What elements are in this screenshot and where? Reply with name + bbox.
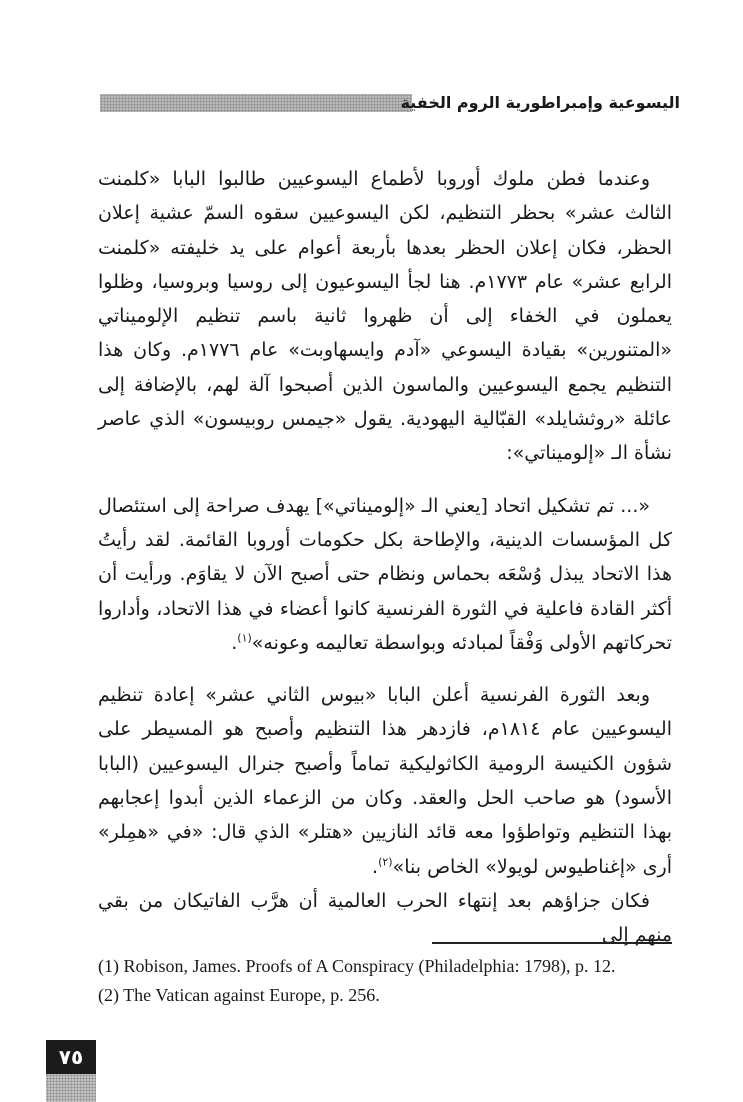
page-number-box <box>46 1040 96 1102</box>
footnote-marker[interactable]: (١) <box>237 631 252 645</box>
block-quote <box>98 489 672 660</box>
page-number-texture <box>46 1074 96 1102</box>
body-text <box>98 162 672 953</box>
paragraph <box>98 678 672 884</box>
paragraph-end: . <box>231 631 238 654</box>
paragraph-text: وعندما فطن ملوك أوروبا لأطماع اليسوعيين طالبوا البابا «كلمنت الثالث عشر» بحظر التنظيم، لكن اليسوعيين سقوه السمّ عشية إعلان الحظر، فكان إعلان الحظر بعدها بأربعة أعوام على يد خليفته «كلمنت الرابع عشر» عام ١٧٧٣م. هنا لجأ اليسوعيون إلى روسيا وبروسيا، وظلوا يعملون في الخفاء إلى أن ظهروا ثانية باسم تنظيم الإلوميناتي «المتنورين» بقيادة اليسوعي «آدم وايسهاوبت» عام ١٧٧٦م. وكان هذا التنظيم يجمع اليسوعيين والماسون الذين أصبحوا آلة لهم، بالإضافة إلى عائلة «روثشايلد» القبّالية اليهودية. يقول «جيمس روبيسون» الذي عاصر نشأة الـ «إلوميناتي»: <box>98 168 673 465</box>
footnote: (2) The Vatican against Europe, p. 256. <box>98 985 380 1005</box>
footnote-marker[interactable]: (٢) <box>378 855 393 869</box>
paragraph-end: . <box>372 855 379 878</box>
footnote-divider <box>432 942 672 944</box>
paragraph-text: فكان جزاؤهم بعد إنتهاء الحرب العالمية أن هرَّب الفاتيكان من بقي منهم إلى <box>98 889 672 947</box>
paragraph-text: «... تم تشكيل اتحاد [يعني الـ «إلوميناتي»] يهدف صراحة إلى استئصال كل المؤسسات الدينية، والإطاحة بكل حكومات أوروبا القائمة. لقد رأيتُ هذا الاتحاد يبذل وُسْعَه بحماس ونظام حتى أصبح الآن لا يقاوَم. ورأيت أن أكثر القادة فاعلية في الثورة الفرنسية كانوا أعضاء في هذا الاتحاد، وأداروا تحركاتهم الأولى وَفْقاً لمبادئه وبواسطة تعاليمه وعونه» <box>98 494 672 654</box>
running-header-title: اليسوعية وإمبراطورية الروم الخفية <box>400 93 680 112</box>
paragraph-text: وبعد الثورة الفرنسية أعلن البابا «بيوس الثاني عشر» إعادة تنظيم اليسوعيين عام ١٨١٤م، فازدهر هذا التنظيم وأصبح هو المسيطر على شؤون الكنيسة الرومية الكاثوليكية تماماً وأصبح جنرال اليسوعيين (البابا الأسود) هو صاحب الحل والعقد. وكان من الزعماء الذين أبدوا إعجابهم بهذا التنظيم وتواطؤوا معه قائد النازيين «هتلر» الذي قال: «في «همِلر» أرى «إغناطيوس لويولا» الخاص بنا» <box>98 684 672 878</box>
paragraph <box>98 162 672 471</box>
footnotes <box>98 952 698 1010</box>
header-decorative-bar <box>100 94 412 112</box>
page-number: ٧٥ <box>46 1040 96 1074</box>
running-header <box>100 92 680 114</box>
footnote: (1) Robison, James. Proofs of A Conspiracy (Philadelphia: 1798), p. 12. <box>98 956 616 976</box>
